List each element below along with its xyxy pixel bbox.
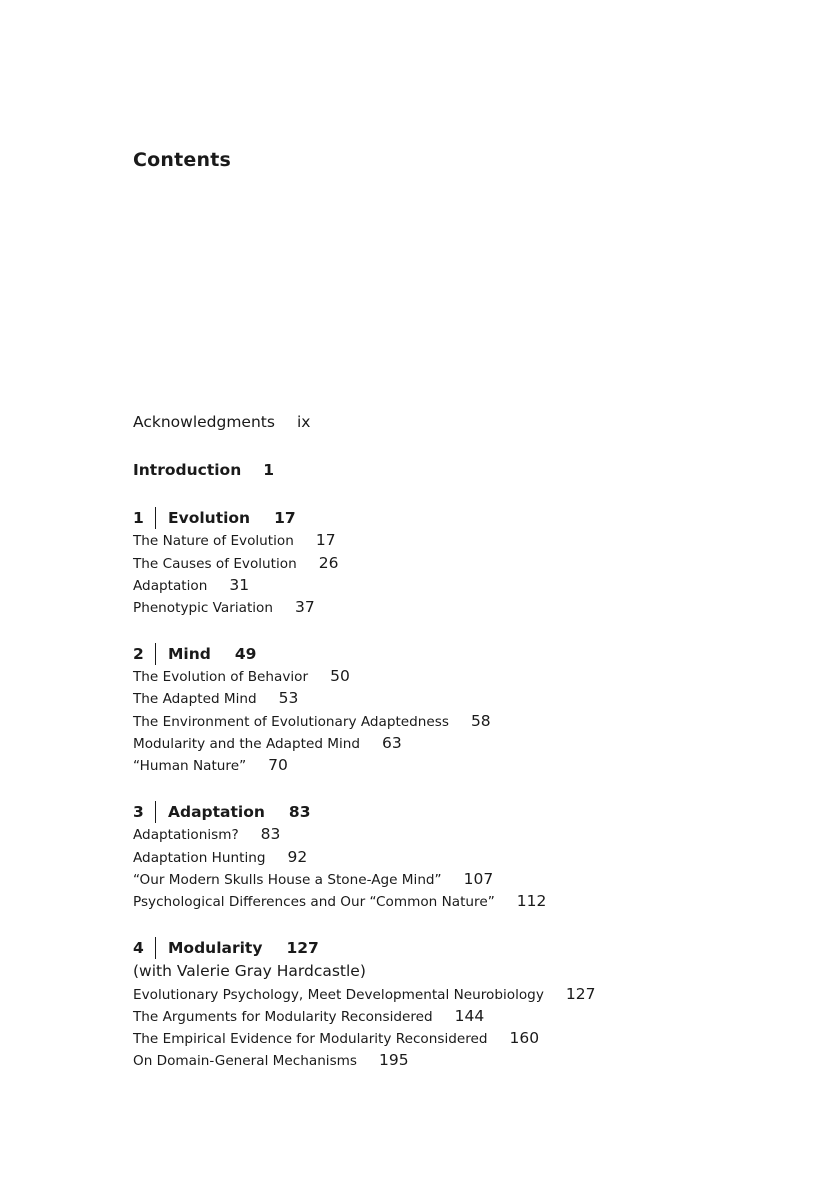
page-number: 107 [463,870,494,888]
chapter-heading-4[interactable] [133,937,319,959]
page-title: Contents [133,149,232,171]
page-number: 160 [509,1029,540,1047]
entry-label: On Domain-General Mechanisms [133,1053,357,1069]
toc-entry-introduction[interactable] [133,461,274,479]
entry-label: The Environment of Evolutionary Adaptedness [133,714,449,730]
entry-label: Modularity and the Adapted Mind [133,736,361,752]
entry-label: Evolutionary Psychology, Meet Developmental Neurobiology [133,987,544,1003]
entry-label: Introduction [133,461,242,479]
toc-section[interactable] [133,870,493,888]
entry-label: Psychological Differences and Our “Common Nature” [133,894,495,910]
entry-label: “Human Nature” [133,758,247,774]
chapter-title: Modularity [168,939,263,957]
page-number: 195 [379,1051,409,1069]
chapter-divider [155,801,156,823]
page-number: 92 [287,848,308,866]
toc-section[interactable] [133,734,402,752]
page-number: 58 [470,712,491,730]
toc-section[interactable] [133,689,298,707]
toc-section[interactable] [133,1051,409,1069]
entry-label: The Empirical Evidence for Modularity Reconsidered [133,1031,488,1047]
chapter-number: 1 [133,509,144,527]
entry-label: The Causes of Evolution [133,556,297,572]
chapter-divider [155,937,156,959]
chapter-number: 3 [133,803,144,821]
chapter-heading-3[interactable] [133,801,311,823]
toc-section[interactable] [133,712,491,730]
entry-label: The Evolution of Behavior [133,669,309,685]
page-number: 70 [268,756,288,774]
chapter-subtitle: (with Valerie Gray Hardcastle) [133,962,366,980]
entry-label: “Our Modern Skulls House a Stone-Age Mind” [133,872,442,888]
page-number: 83 [260,825,281,843]
page-number: 1 [263,461,275,479]
toc-section[interactable] [133,598,315,616]
toc-section[interactable] [133,985,595,1003]
page-number: 127 [565,985,596,1003]
page-number: 83 [288,803,311,821]
chapter-title: Mind [168,645,211,663]
toc-section[interactable] [133,848,307,866]
chapter-heading-2[interactable] [133,643,256,665]
page-number: 17 [274,509,296,527]
page-number: ix [296,413,311,431]
entry-label: Adaptation Hunting [133,850,266,866]
chapter-number: 2 [133,645,144,663]
page-number: 50 [330,667,350,685]
page-number: 112 [516,892,547,910]
page-number: 17 [315,531,336,549]
chapter-heading-1[interactable] [133,507,296,529]
chapter-divider [155,643,156,665]
page-number: 53 [278,689,299,707]
page-number: 26 [318,554,339,572]
toc-section[interactable] [133,1029,539,1047]
entry-label: The Adapted Mind [133,691,257,707]
chapter-title: Evolution [168,509,251,527]
entry-label: Adaptation [133,578,208,594]
toc-section[interactable] [133,756,288,774]
page-number: 37 [295,598,315,616]
entry-label: Phenotypic Variation [133,600,273,616]
toc-entry-acknowledgments[interactable] [133,413,310,431]
page-number: 31 [229,576,250,594]
toc-section[interactable] [133,576,249,594]
toc-section[interactable] [133,554,338,572]
toc-section[interactable] [133,892,546,910]
toc-section[interactable] [133,825,280,843]
chapter-number: 4 [133,939,144,957]
entry-label: Acknowledgments [133,413,275,431]
toc-section[interactable] [133,1007,484,1025]
toc-section[interactable] [133,667,350,685]
entry-label: The Arguments for Modularity Reconsidered [133,1009,433,1025]
entry-label: The Nature of Evolution [133,533,294,549]
page-number: 127 [286,939,319,957]
toc-section[interactable] [133,531,336,549]
chapter-divider [155,507,156,529]
page-number: 144 [454,1007,485,1025]
page-number: 49 [234,645,257,663]
page-number: 63 [382,734,402,752]
chapter-title: Adaptation [168,803,265,821]
entry-label: Adaptationism? [133,827,239,843]
